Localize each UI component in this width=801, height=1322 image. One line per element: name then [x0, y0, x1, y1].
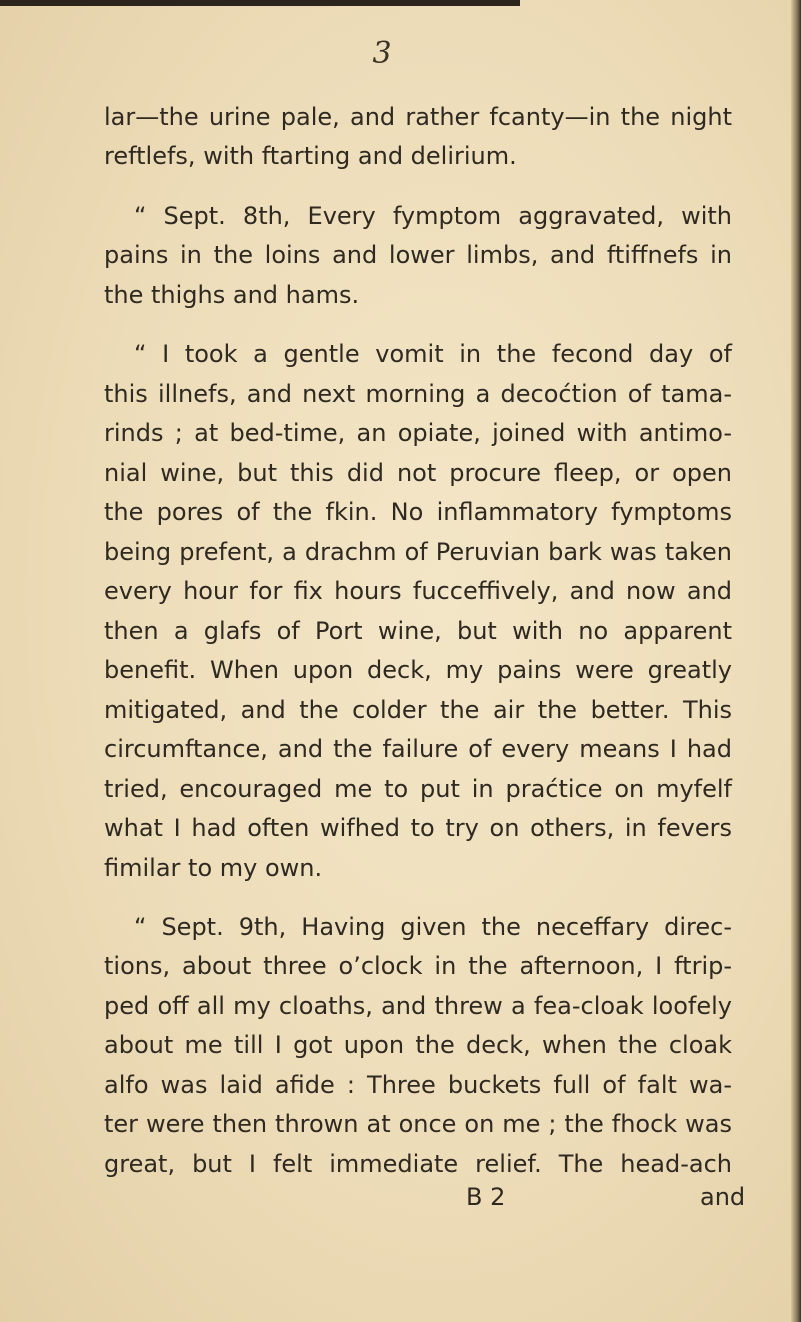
text-line: lar—the urine pale, and rather fcanty—in the night [104, 103, 732, 131]
text-line: “ I took a gentle vomit in the fecond day of [134, 340, 732, 368]
text-line: tions, about three o’clock in the afternoon, I ftrip- [104, 952, 732, 980]
text-line: alfo was laid afide : Three buckets full of falt wa- [104, 1071, 732, 1099]
text-line: “ Sept. 8th, Every fymptom aggravated, with [134, 202, 732, 230]
text-line: “ Sept. 9th, Having given the neceffary direc- [134, 913, 732, 941]
text-line: mitigated, and the colder the air the better. This [104, 696, 732, 724]
text-line: great, but I felt immediate relief. The head-ach [104, 1150, 732, 1178]
text-line: being prefent, a drachm of Peruvian bark was taken [104, 538, 732, 566]
text-line: ped off all my cloaths, and threw a fea-cloak loofely [104, 992, 732, 1020]
text-line: benefit. When upon deck, my pains were greatly [104, 656, 732, 684]
text-line: tried, encouraged me to put in praćtice on myfelf [104, 775, 732, 803]
text-line: then a glafs of Port wine, but with no apparent [104, 617, 732, 645]
text-line: reftlefs, with ftarting and delirium. [104, 142, 517, 170]
text-line: pains in the loins and lower limbs, and ftiffnefs in [104, 241, 732, 269]
text-line: fimilar to my own. [104, 854, 323, 882]
text-line: what I had often wifhed to try on others, in fevers [104, 814, 732, 842]
top-rule [0, 0, 520, 6]
text-line: circumftance, and the failure of every means I had [104, 735, 732, 763]
text-line: every hour for fix hours fucceffively, and now and [104, 577, 732, 605]
catchword: and [700, 1183, 746, 1211]
text-line: ter were then thrown at once on me ; the fhock was [104, 1110, 732, 1138]
page-edge [791, 0, 801, 1322]
text-line: nial wine, but this did not procure fleep, or open [104, 459, 732, 487]
text-line: the thighs and hams. [104, 281, 360, 309]
signature-mark: B 2 [466, 1183, 506, 1211]
page-number: 3 [372, 36, 392, 71]
text-line: rinds ; at bed-time, an opiate, joined with antimo- [104, 419, 732, 447]
text-line: about me till I got upon the deck, when the cloak [104, 1031, 732, 1059]
text-line: the pores of the fkin. No inflammatory fymptoms [104, 498, 732, 526]
text-line: this illnefs, and next morning a decoćtion of tama- [104, 380, 732, 408]
